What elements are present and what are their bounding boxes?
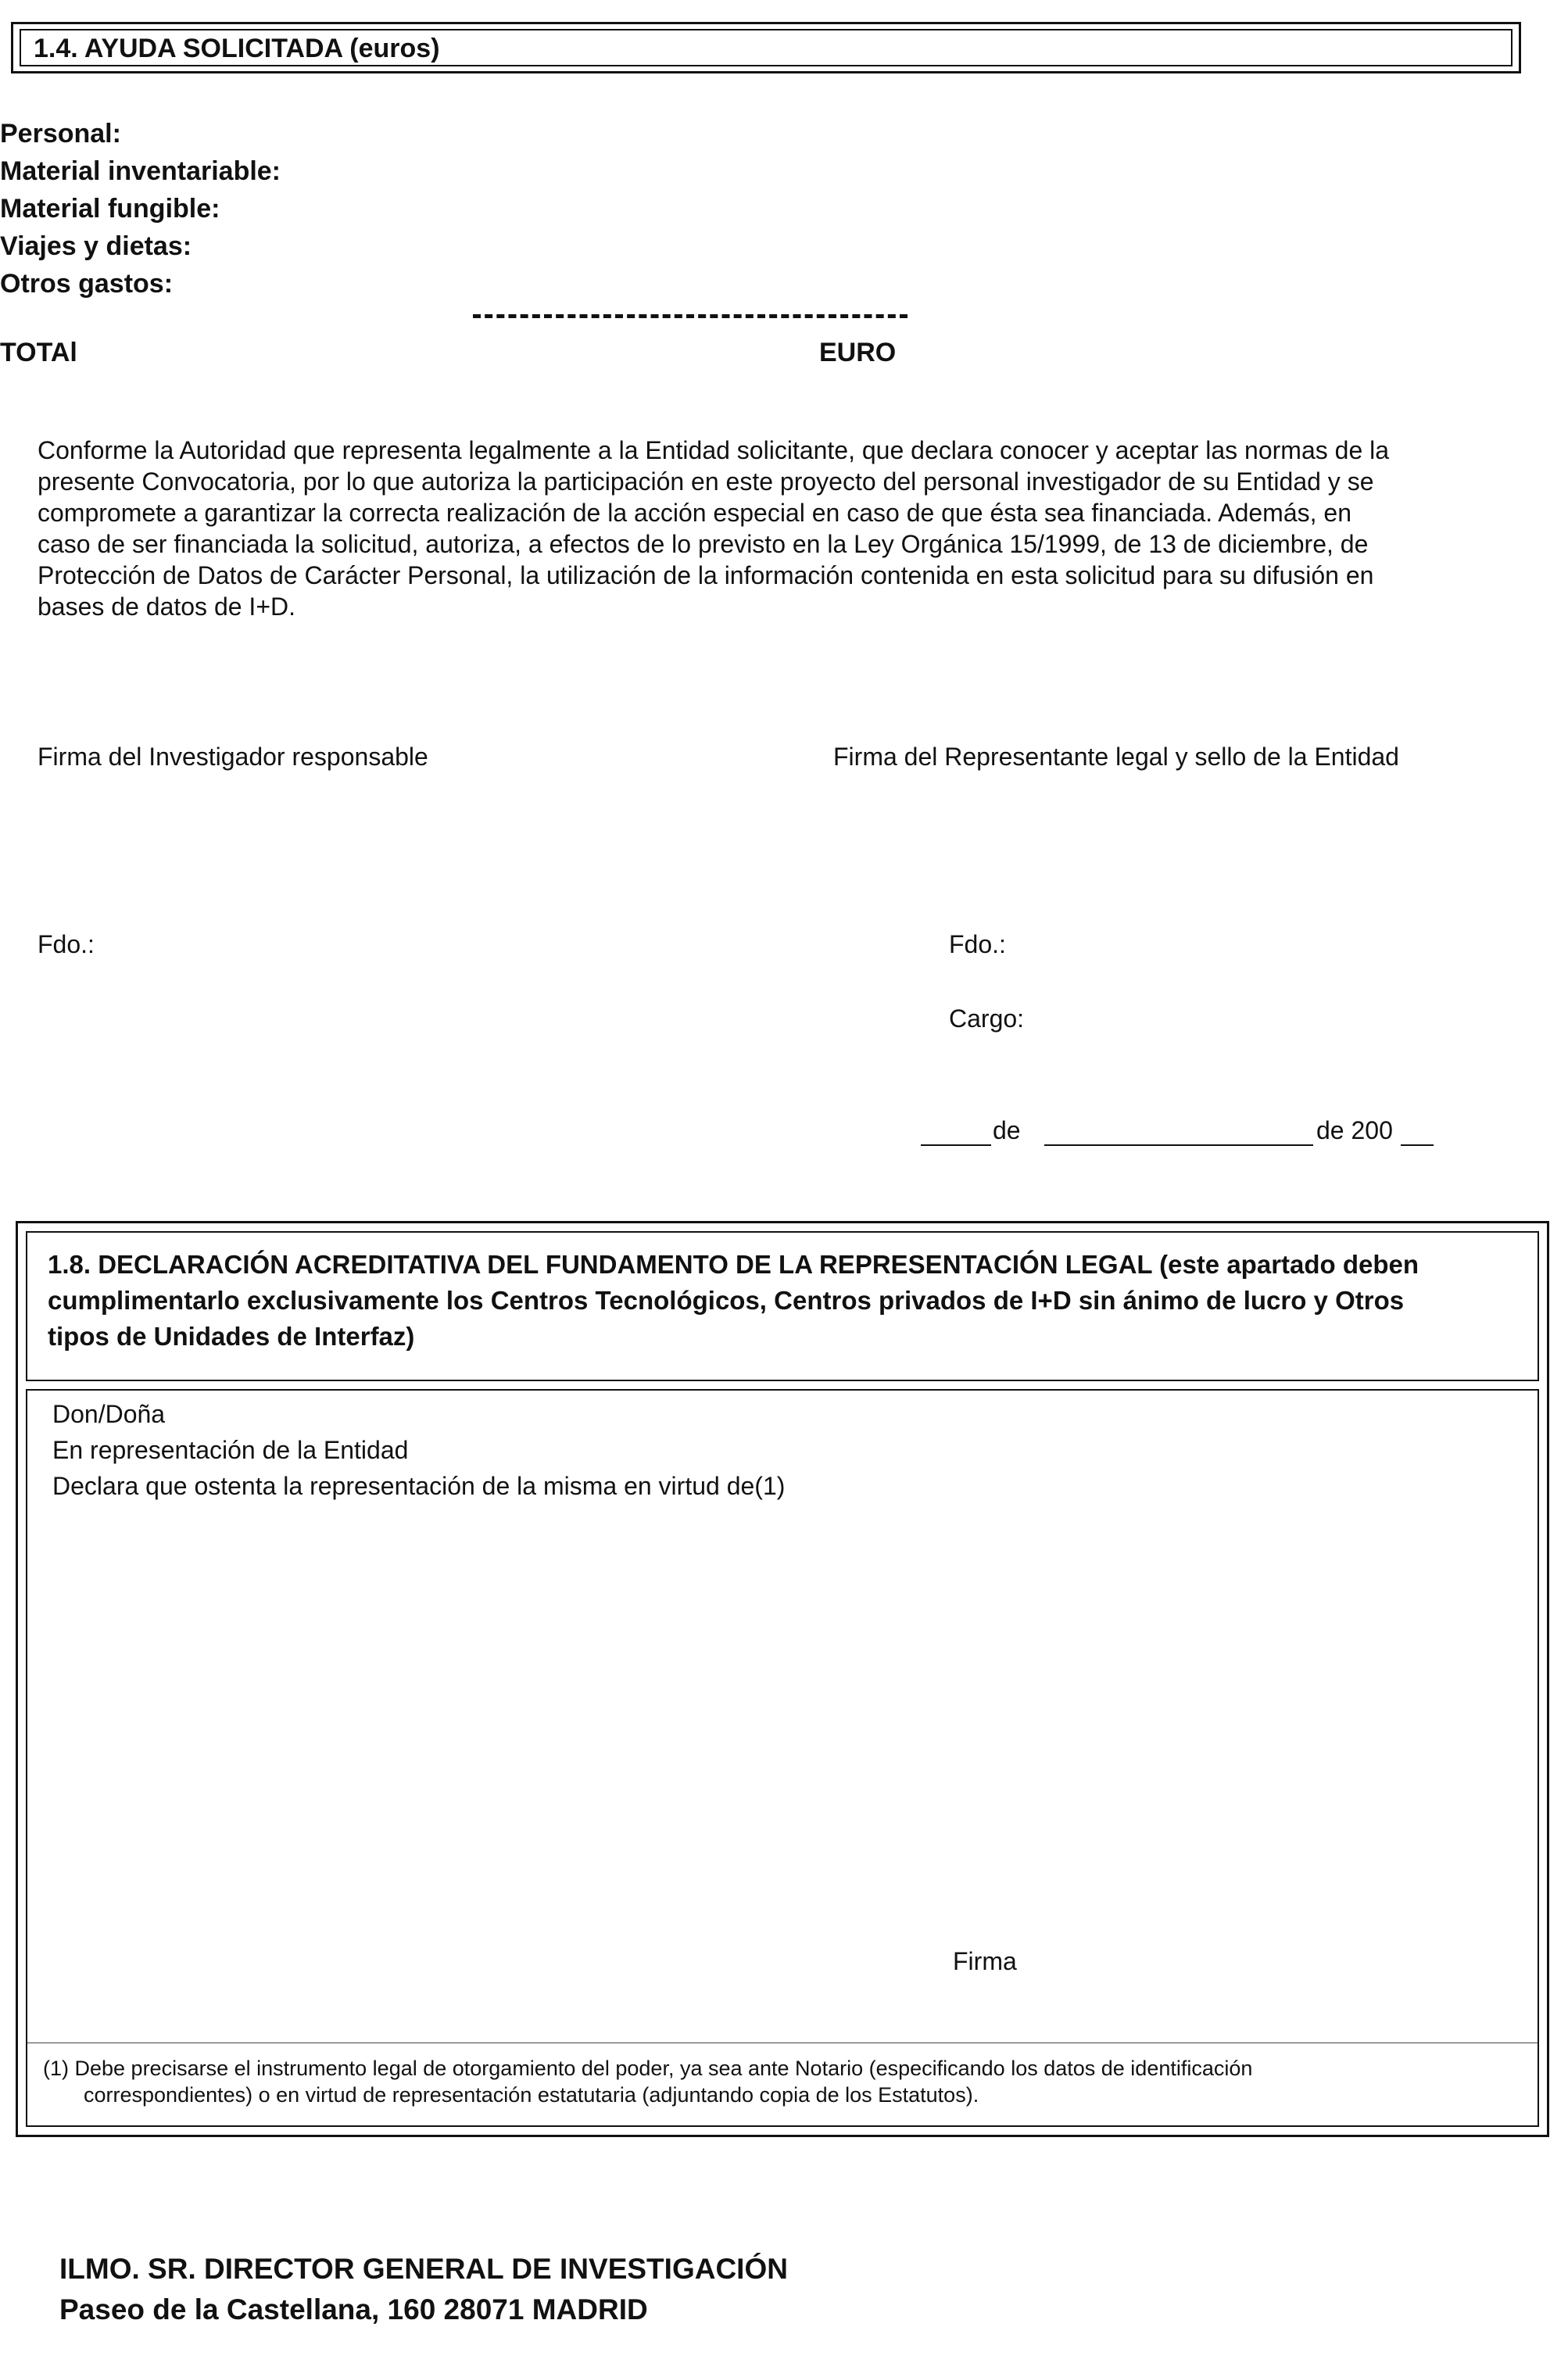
paragraph-line: caso de ser financiada la solicitud, autoriza, a efectos de lo previsto en la Ley Orgánica 15/1999, de 13 de diciembre, de [38,530,1369,558]
date-de-1: de [993,1116,1021,1144]
fdo-right: Fdo.: [949,930,1006,958]
paragraph-line: compromete a garantizar la correcta realización de la acción especial en caso de que ésta sea financiada. Además, en [38,499,1351,527]
declara-label: Declara que ostenta la representación de la misma en virtud de(1) [52,1472,786,1500]
section-1-4-header [11,22,1521,73]
title-line: 1.8. DECLARACIÓN ACREDITATIVA DEL FUNDAMENTO DE LA REPRESENTACIÓN LEGAL (este apartado deben [48,1250,1419,1279]
representacion-entidad-label: En representación de la Entidad [52,1436,409,1464]
total-label: TOTAl [0,338,77,367]
firma-label: Firma [953,1947,1017,1975]
paragraph-line: presente Convocatoria, por lo que autoriza la participación en este proyecto del personal investigador de su Entidad y se [38,467,1374,496]
legal-rep-signature-label: Firma del Representante legal y sello de la Entidad [833,743,1399,771]
paragraph-line: Conforme la Autoridad que representa legalmente a la Entidad solicitante, que declara conocer y aceptar las normas de la [38,436,1390,464]
footnote-line: (1) Debe precisarse el instrumento legal de otorgamiento del poder, ya sea ante Notario (especificando los datos de identificación [43,2057,1253,2080]
title-line: cumplimentarlo exclusivamente los Centros Tecnológicos, Centros privados de I+D sin ánimo de lucro y Otros [48,1286,1405,1315]
date-day-blank [921,1144,991,1146]
paragraph-line: Protección de Datos de Carácter Personal, la utilización de la información contenida en esta solicitud para su difusión en [38,561,1374,589]
date-year-blank [1401,1144,1434,1146]
declaration-paragraph [38,435,1507,622]
total-separator-line [473,314,908,318]
cargo-label: Cargo: [949,1004,1025,1033]
title-line: tipos de Unidades de Interfaz) [48,1322,415,1351]
budget-item-otros-gastos: Otros gastos: [0,269,174,299]
date-de-2: de 200 [1316,1116,1393,1144]
section-1-4-title: 1.4. AYUDA SOLICITADA (euros) [34,34,440,63]
footnote [43,2055,1525,2108]
budget-item-material-inventariable: Material inventariable: [0,156,281,186]
section-1-8-box [16,1221,1549,2137]
don-dona-label: Don/Doña [52,1400,166,1428]
address-line-2: Paseo de la Castellana, 160 28071 MADRID [59,2293,648,2325]
budget-item-material-fungible: Material fungible: [0,194,220,224]
fdo-left: Fdo.: [38,930,95,958]
section-1-8-body [26,1389,1539,2127]
budget-item-viajes-dietas: Viajes y dietas: [0,231,192,261]
budget-item-personal: Personal: [0,119,121,149]
section-1-8-title [48,1247,1525,1355]
section-1-8-header [26,1231,1539,1381]
address-line-1: ILMO. SR. DIRECTOR GENERAL DE INVESTIGACIÓN [59,2253,788,2285]
researcher-signature-label: Firma del Investigador responsable [38,743,428,771]
total-unit: EURO [819,338,897,367]
paragraph-line: bases de datos de I+D. [38,593,295,621]
footnote-line: correspondientes) o en virtud de representación estatutaria (adjuntando copia de los Estatutos). [84,2083,979,2107]
date-month-blank [1044,1144,1313,1146]
